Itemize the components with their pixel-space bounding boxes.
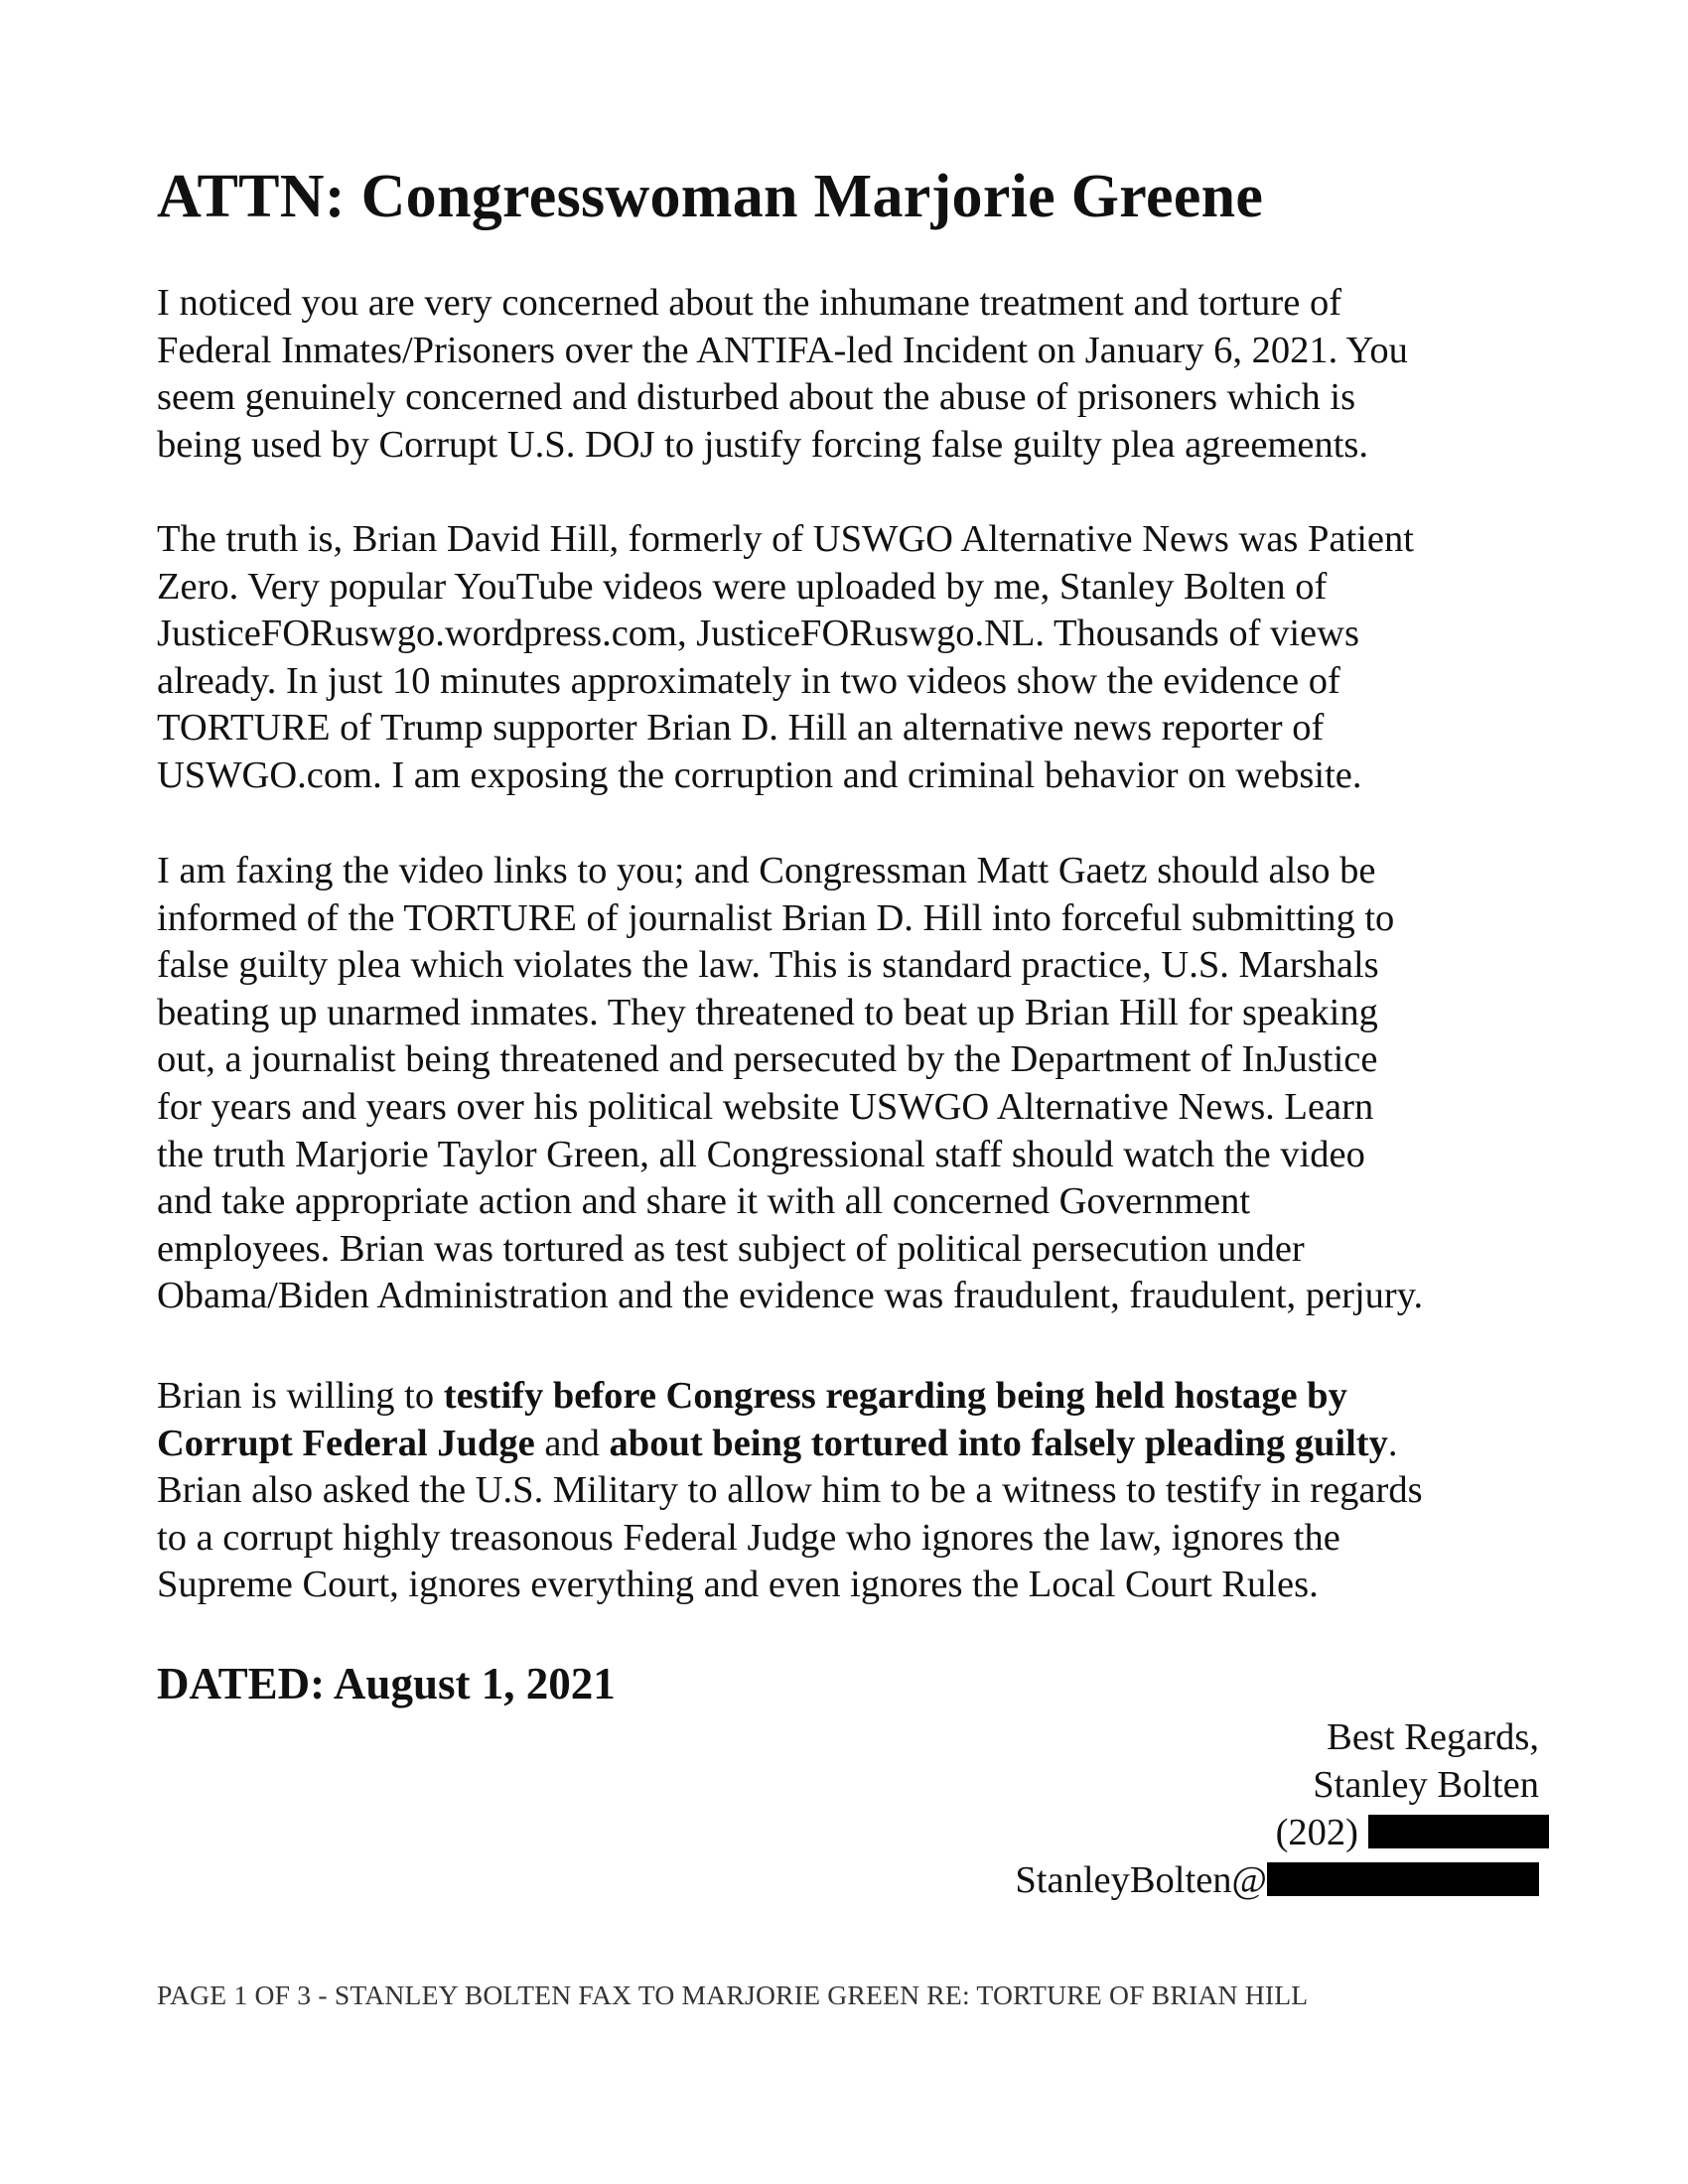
paragraph-line: the truth Marjorie Taylor Green, all Congressional staff should watch the video xyxy=(157,1133,1365,1175)
paragraph-line: Brian also asked the U.S. Military to allow him to be a witness to testify in regards xyxy=(157,1469,1423,1512)
paragraph-line: informed of the TORTURE of journalist Brian D. Hill into forceful submitting to xyxy=(157,896,1395,939)
paragraph-line: for years and years over his political website USWGO Alternative News. Learn xyxy=(157,1085,1374,1128)
email-line xyxy=(844,1856,1539,1904)
paragraph-line: seem genuinely concerned and disturbed about the abuse of prisoners which is xyxy=(157,376,1356,419)
paragraph-line: I noticed you are very concerned about the inhumane treatment and torture of xyxy=(157,282,1342,324)
paragraph-line: Federal Inmates/Prisoners over the ANTIFA-led Incident on January 6, 2021. You xyxy=(157,329,1408,371)
paragraph-line: Obama/Biden Administration and the evidence was fraudulent, fraudulent, perjury. xyxy=(157,1275,1424,1317)
paragraph-line: JusticeFORuswgo.wordpress.com, JusticeFORuswgo.NL. Thousands of views xyxy=(157,613,1359,655)
paragraph-line xyxy=(157,1421,1547,1468)
plain-text: . xyxy=(1387,1422,1398,1464)
paragraph-line: I am faxing the video links to you; and Congressman Matt Gaetz should also be xyxy=(157,850,1376,891)
letter-heading: ATTN: Congresswoman Marjorie Greene xyxy=(157,163,1264,230)
paragraph-4 xyxy=(157,1373,1547,1609)
paragraph-line: to a corrupt highly treasonous Federal Judge who ignores the law, ignores the xyxy=(157,1516,1340,1559)
page-footer: PAGE 1 OF 3 - STANLEY BOLTEN FAX TO MARJORIE GREEN RE: TORTURE OF BRIAN HILL xyxy=(157,1979,1309,2010)
bold-text: testify before Congress regarding being held hostage by xyxy=(443,1375,1347,1417)
paragraph-line: out, a journalist being threatened and persecuted by the Department of InJustice xyxy=(157,1038,1378,1081)
plain-text: and xyxy=(534,1422,610,1464)
paragraph-line: employees. Brian was tortured as test subject of political persecution under xyxy=(157,1227,1305,1270)
paragraph-line: Supreme Court, ignores everything and even ignores the Local Court Rules. xyxy=(157,1564,1319,1606)
signature-block xyxy=(844,1713,1539,1904)
paragraph-line xyxy=(157,1373,1547,1421)
redaction-bar xyxy=(1368,1815,1549,1848)
paragraph-line: The truth is, Brian David Hill, formerly of USWGO Alternative News was Patient xyxy=(157,518,1414,560)
redaction-bar xyxy=(1267,1862,1539,1896)
signer-name: Stanley Bolten xyxy=(1313,1764,1539,1806)
paragraph-line: TORTURE of Trump supporter Brian D. Hill an alternative news reporter of xyxy=(157,707,1325,750)
plain-text: Brian is willing to xyxy=(157,1375,444,1417)
paragraph-2 xyxy=(157,516,1547,800)
bold-text: about being tortured into falsely pleading guilty xyxy=(609,1422,1388,1464)
phone-area-code: (202) xyxy=(1275,1812,1358,1853)
paragraph-1 xyxy=(157,280,1547,469)
paragraph-line: false guilty plea which violates the law. This is standard practice, U.S. Marshals xyxy=(157,944,1379,987)
bold-text: Corrupt Federal Judge xyxy=(157,1422,535,1464)
paragraph-line: and take appropriate action and share it with all concerned Government xyxy=(157,1180,1251,1223)
email-prefix: StanleyBolten@ xyxy=(1015,1859,1267,1901)
paragraph-3 xyxy=(157,848,1547,1320)
paragraph-line: Zero. Very popular YouTube videos were uploaded by me, Stanley Bolten of xyxy=(157,565,1328,608)
paragraph-line: being used by Corrupt U.S. DOJ to justify forcing false guilty plea agreements. xyxy=(157,423,1369,466)
paragraph-line: already. In just 10 minutes approximately in two videos show the evidence of xyxy=(157,659,1340,702)
paragraph-line: USWGO.com. I am exposing the corruption and criminal behavior on website. xyxy=(157,753,1362,796)
paragraph-line: beating up unarmed inmates. They threatened to beat up Brian Hill for speaking xyxy=(157,991,1378,1033)
phone-line xyxy=(844,1809,1539,1856)
dated-line: DATED: August 1, 2021 xyxy=(157,1659,616,1708)
closing-text: Best Regards, xyxy=(1327,1716,1539,1758)
